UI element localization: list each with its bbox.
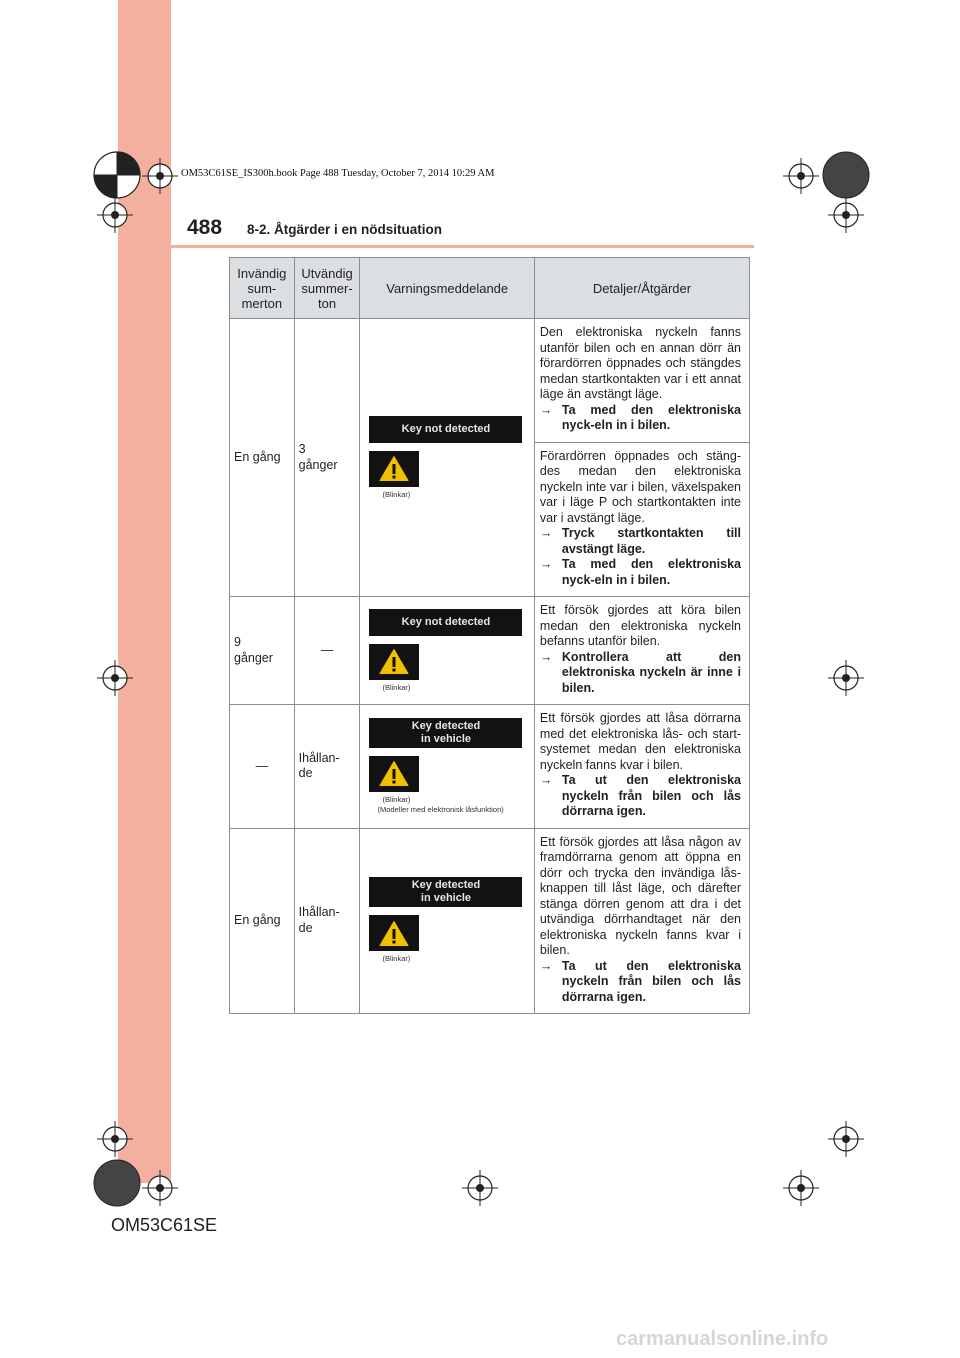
detail-block	[535, 829, 749, 1014]
crosshair-registration-icon	[91, 149, 143, 201]
header-rule	[118, 245, 754, 248]
interior-buzzer-cell: En gång	[230, 828, 295, 1014]
detail-block	[535, 597, 749, 704]
display-illustration	[360, 877, 533, 964]
warning-triangle-icon	[369, 915, 419, 951]
interior-buzzer-cell: 9 gånger	[230, 597, 295, 705]
display-message: Key not detected	[369, 416, 522, 443]
crosshair-registration-icon	[820, 149, 872, 201]
blink-caption: (Blinkar) (Modeller med elektronisk låsfunktion)	[377, 794, 504, 814]
action-item: → Kontrollera att den elektroniska nyckeln är inne i bilen.	[539, 649, 741, 695]
arrow-icon: →	[539, 402, 553, 417]
crosshair-registration-icon	[783, 1170, 819, 1206]
blink-caption: (Blinkar)	[382, 489, 411, 499]
exterior-buzzer-cell: —	[294, 597, 360, 705]
crosshair-registration-icon	[97, 660, 133, 696]
watermark: carmanualsonline.info	[616, 1328, 829, 1350]
warning-triangle-icon	[369, 451, 419, 487]
warning-message-table	[229, 257, 750, 1014]
arrow-icon: →	[539, 958, 553, 973]
detail-block	[535, 442, 749, 597]
header-exterior-buzzer: Utvändig summer- ton	[294, 258, 360, 319]
details-cell	[534, 828, 749, 1014]
header-details: Detaljer/Åtgärder	[534, 258, 749, 319]
warning-message-cell	[360, 705, 534, 829]
warning-message-cell	[360, 319, 534, 597]
warning-message-cell	[360, 597, 534, 705]
blink-caption: (Blinkar)	[382, 682, 411, 692]
crosshair-registration-icon	[462, 1170, 498, 1206]
page-number: 488	[187, 216, 223, 239]
table-row	[230, 705, 750, 829]
table-header-row	[230, 258, 750, 319]
warning-triangle-icon	[369, 756, 419, 792]
display-message: Key not detected	[369, 609, 522, 636]
arrow-icon: →	[539, 526, 553, 540]
table-row	[230, 319, 750, 597]
crosshair-registration-icon	[142, 158, 178, 194]
details-cell	[534, 319, 749, 597]
crosshair-registration-icon	[91, 1157, 143, 1209]
interior-buzzer-cell: —	[230, 705, 295, 829]
detail-text: Ett försök gjordes att låsa någon av framdörrarna genom att öppna en dörr och trycka den invändiga lås-knappen till låst läge, och därefter stänga dörren genom att dra i det utvändiga dörrhandtaget när den elektroniska nyckeln fanns kvar i bilen.	[539, 834, 741, 957]
action-item: → Tryck startkontakten till avstängt läge.	[539, 526, 741, 556]
book-file-info: OM53C61SE_IS300h.book Page 488 Tuesday, October 7, 2014 10:29 AM	[181, 168, 495, 179]
display-illustration	[360, 416, 533, 500]
crosshair-registration-icon	[828, 197, 864, 233]
display-message: Key detected in vehicle	[369, 877, 522, 907]
warning-message-cell	[360, 828, 534, 1014]
crosshair-registration-icon	[142, 1170, 178, 1206]
crosshair-registration-icon	[828, 1121, 864, 1157]
warning-triangle-icon	[369, 644, 419, 680]
display-illustration	[360, 718, 533, 815]
section-title: 8-2. Åtgärder i en nödsituation	[247, 222, 443, 237]
header-interior-buzzer: Invändig sum- merton	[230, 258, 295, 319]
action-item: → Ta med den elektroniska nyck-eln in i bilen.	[539, 402, 741, 432]
exterior-buzzer-cell: 3 gånger	[294, 319, 360, 597]
arrow-icon: →	[539, 557, 553, 571]
crosshair-registration-icon	[828, 660, 864, 696]
detail-block	[535, 319, 749, 442]
crosshair-registration-icon	[97, 1121, 133, 1157]
header-warning-message: Varningsmeddelande	[360, 258, 534, 319]
exterior-buzzer-cell: Ihållan- de	[294, 828, 360, 1014]
manual-code: OM53C61SE	[111, 1215, 218, 1235]
display-illustration	[360, 609, 533, 693]
detail-text: Ett försök gjordes att låsa dörrarna med det elektroniska lås- och start-systemet medan den elektroniska nyckeln fanns kvar i bilen.	[539, 711, 741, 772]
details-cell	[534, 705, 749, 829]
detail-text: Förardörren öppnades och stäng-des medan den elektroniska nyckeln inte var i bilen, växelspaken var i läge P och startkontakten inte var i avstängt läge.	[539, 448, 741, 525]
detail-text: Ett försök gjordes att köra bilen medan den elektroniska nyckeln befanns utanför bilen.	[539, 603, 741, 648]
action-item: → Ta ut den elektroniska nyckeln från bilen och lås dörrarna igen.	[539, 773, 741, 818]
details-cell	[534, 597, 749, 705]
crosshair-registration-icon	[783, 158, 819, 194]
table-row	[230, 597, 750, 705]
blink-caption: (Blinkar)	[382, 954, 411, 964]
detail-text: Den elektroniska nyckeln fanns utanför bilen och en annan dörr än förardörren öppnades och stängdes medan startkontakten var i ett annat läge än avstängt läge.	[539, 325, 741, 401]
action-item: → Ta med den elektroniska nyck-eln in i bilen.	[539, 557, 741, 587]
crosshair-registration-icon	[97, 197, 133, 233]
exterior-buzzer-cell: Ihållan- de	[294, 705, 360, 829]
arrow-icon: →	[539, 649, 553, 664]
action-item: → Ta ut den elektroniska nyckeln från bilen och lås dörrarna igen.	[539, 958, 741, 1004]
interior-buzzer-cell: En gång	[230, 319, 295, 597]
table-row	[230, 828, 750, 1014]
arrow-icon: →	[539, 773, 553, 787]
detail-block	[535, 705, 749, 828]
display-message: Key detected in vehicle	[369, 718, 522, 748]
